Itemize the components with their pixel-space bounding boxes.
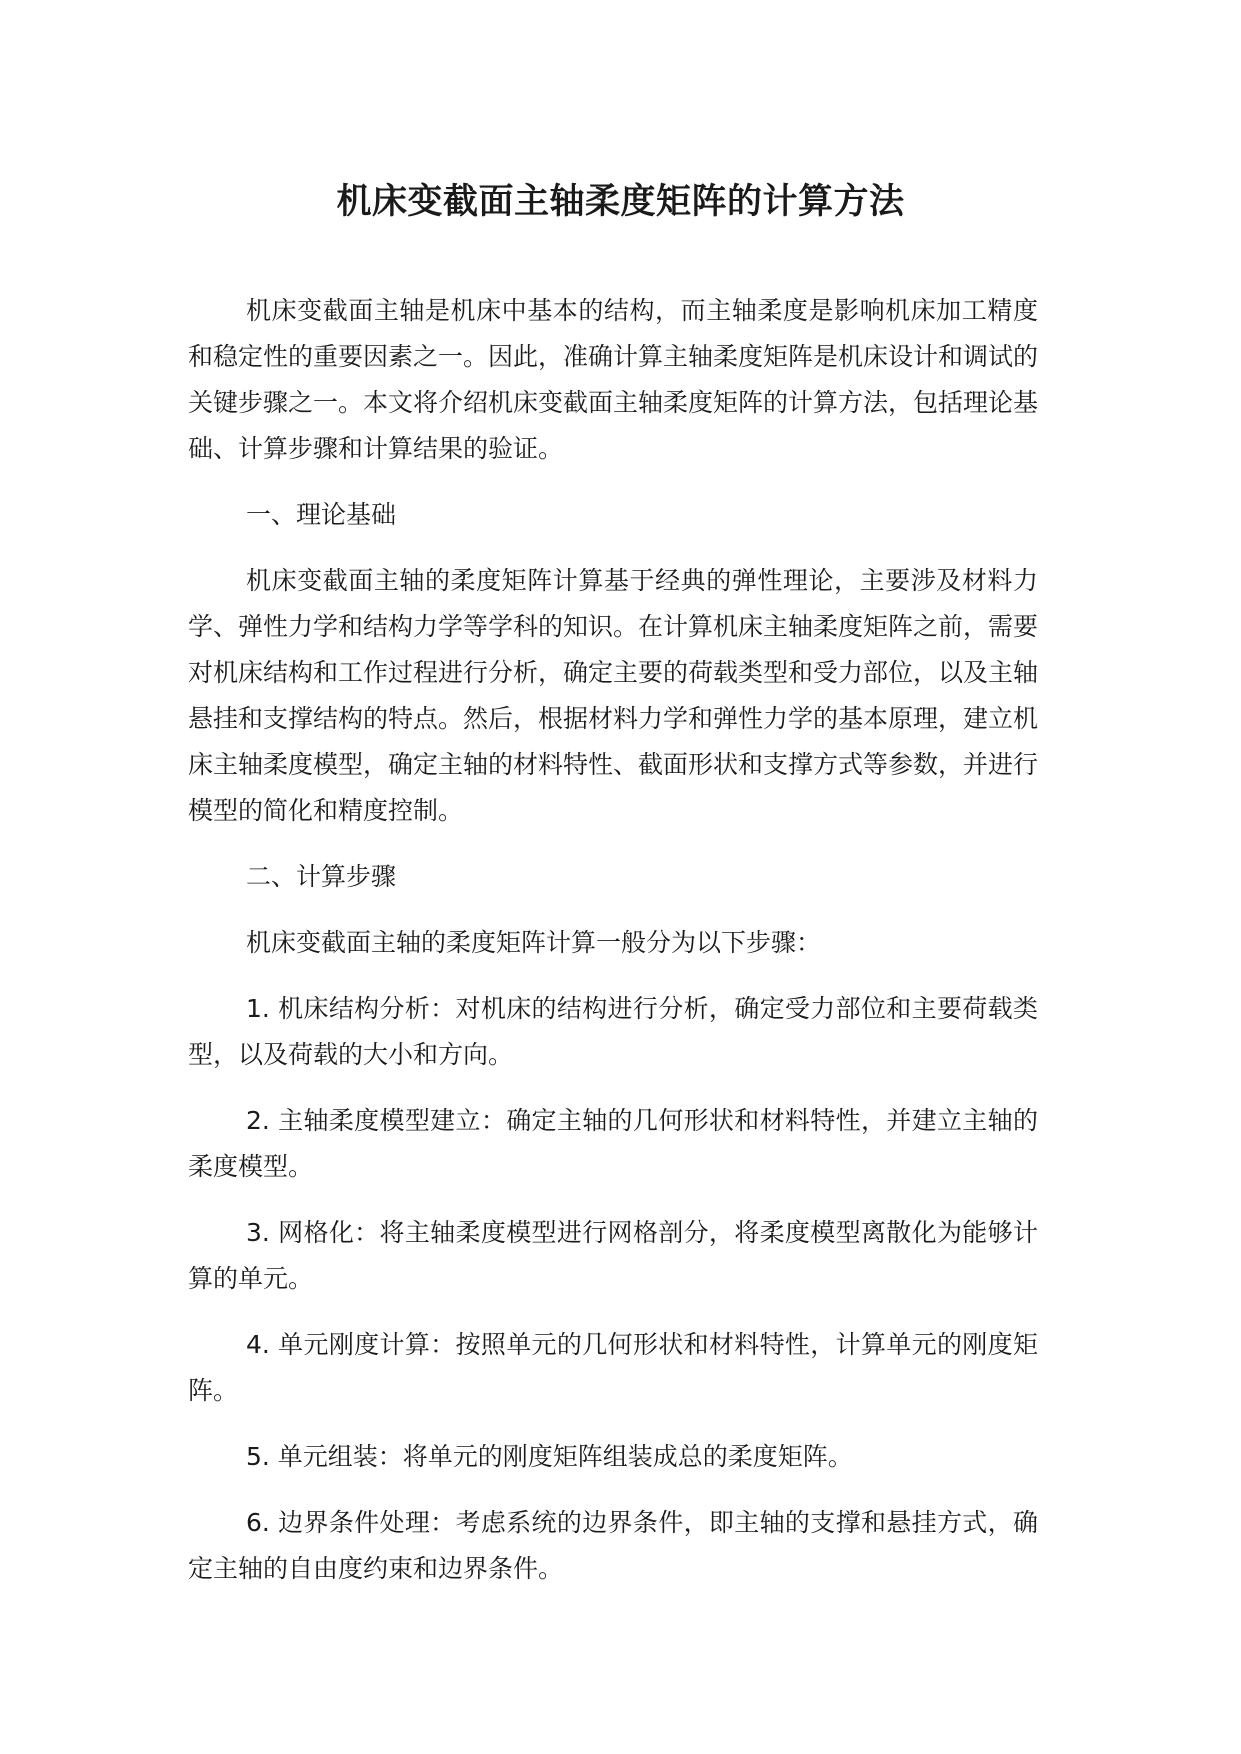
document-title: 机床变截面主轴柔度矩阵的计算方法 [336, 182, 905, 222]
intro-paragraph: 机床变截面主轴是机床中基本的结构，而主轴柔度是影响机床加工精度和稳定性的重要因素之一。因此，准确计算主轴柔度矩阵是机床设计和调试的关键步骤之一。本文将介绍机床变截面主轴柔度矩阵的计算方法，包括理论基础、计算步骤和计算结果的验证。 [188, 296, 1039, 463]
step-item: 6. 边界条件处理：考虑系统的边界条件，即主轴的支撑和悬挂方式，确定主轴的自由度约束和边界条件。 [188, 1508, 1038, 1583]
section-heading-steps: 二、计算步骤 [246, 862, 397, 891]
step-item: 4. 单元刚度计算：按照单元的几何形状和材料特性，计算单元的刚度矩阵。 [188, 1330, 1038, 1405]
section-heading-theory: 一、理论基础 [246, 500, 397, 529]
theory-paragraph: 机床变截面主轴的柔度矩阵计算基于经典的弹性理论，主要涉及材料力学、弹性力学和结构力学等学科的知识。在计算机床主轴柔度矩阵之前，需要对机床结构和工作过程进行分析，确定主要的荷载类型和受力部位，以及主轴悬挂和支撑结构的特点。然后，根据材料力学和弹性力学的基本原理，建立机床主轴柔度模型，确定主轴的材料特性、截面形状和支撑方式等参数，并进行模型的简化和精度控制。 [188, 566, 1039, 825]
step-item: 1. 机床结构分析：对机床的结构进行分析，确定受力部位和主要荷载类型，以及荷载的大小和方向。 [188, 994, 1038, 1069]
steps-intro-paragraph: 机床变截面主轴的柔度矩阵计算一般分为以下步骤： [246, 928, 822, 957]
step-item: 2. 主轴柔度模型建立：确定主轴的几何形状和材料特性，并建立主轴的柔度模型。 [188, 1106, 1038, 1181]
step-item: 3. 网格化：将主轴柔度模型进行网格剖分，将柔度模型离散化为能够计算的单元。 [188, 1218, 1038, 1293]
document-body [188, 288, 1038, 1612]
step-item: 5. 单元组装：将单元的刚度矩阵组装成总的柔度矩阵。 [246, 1442, 853, 1471]
